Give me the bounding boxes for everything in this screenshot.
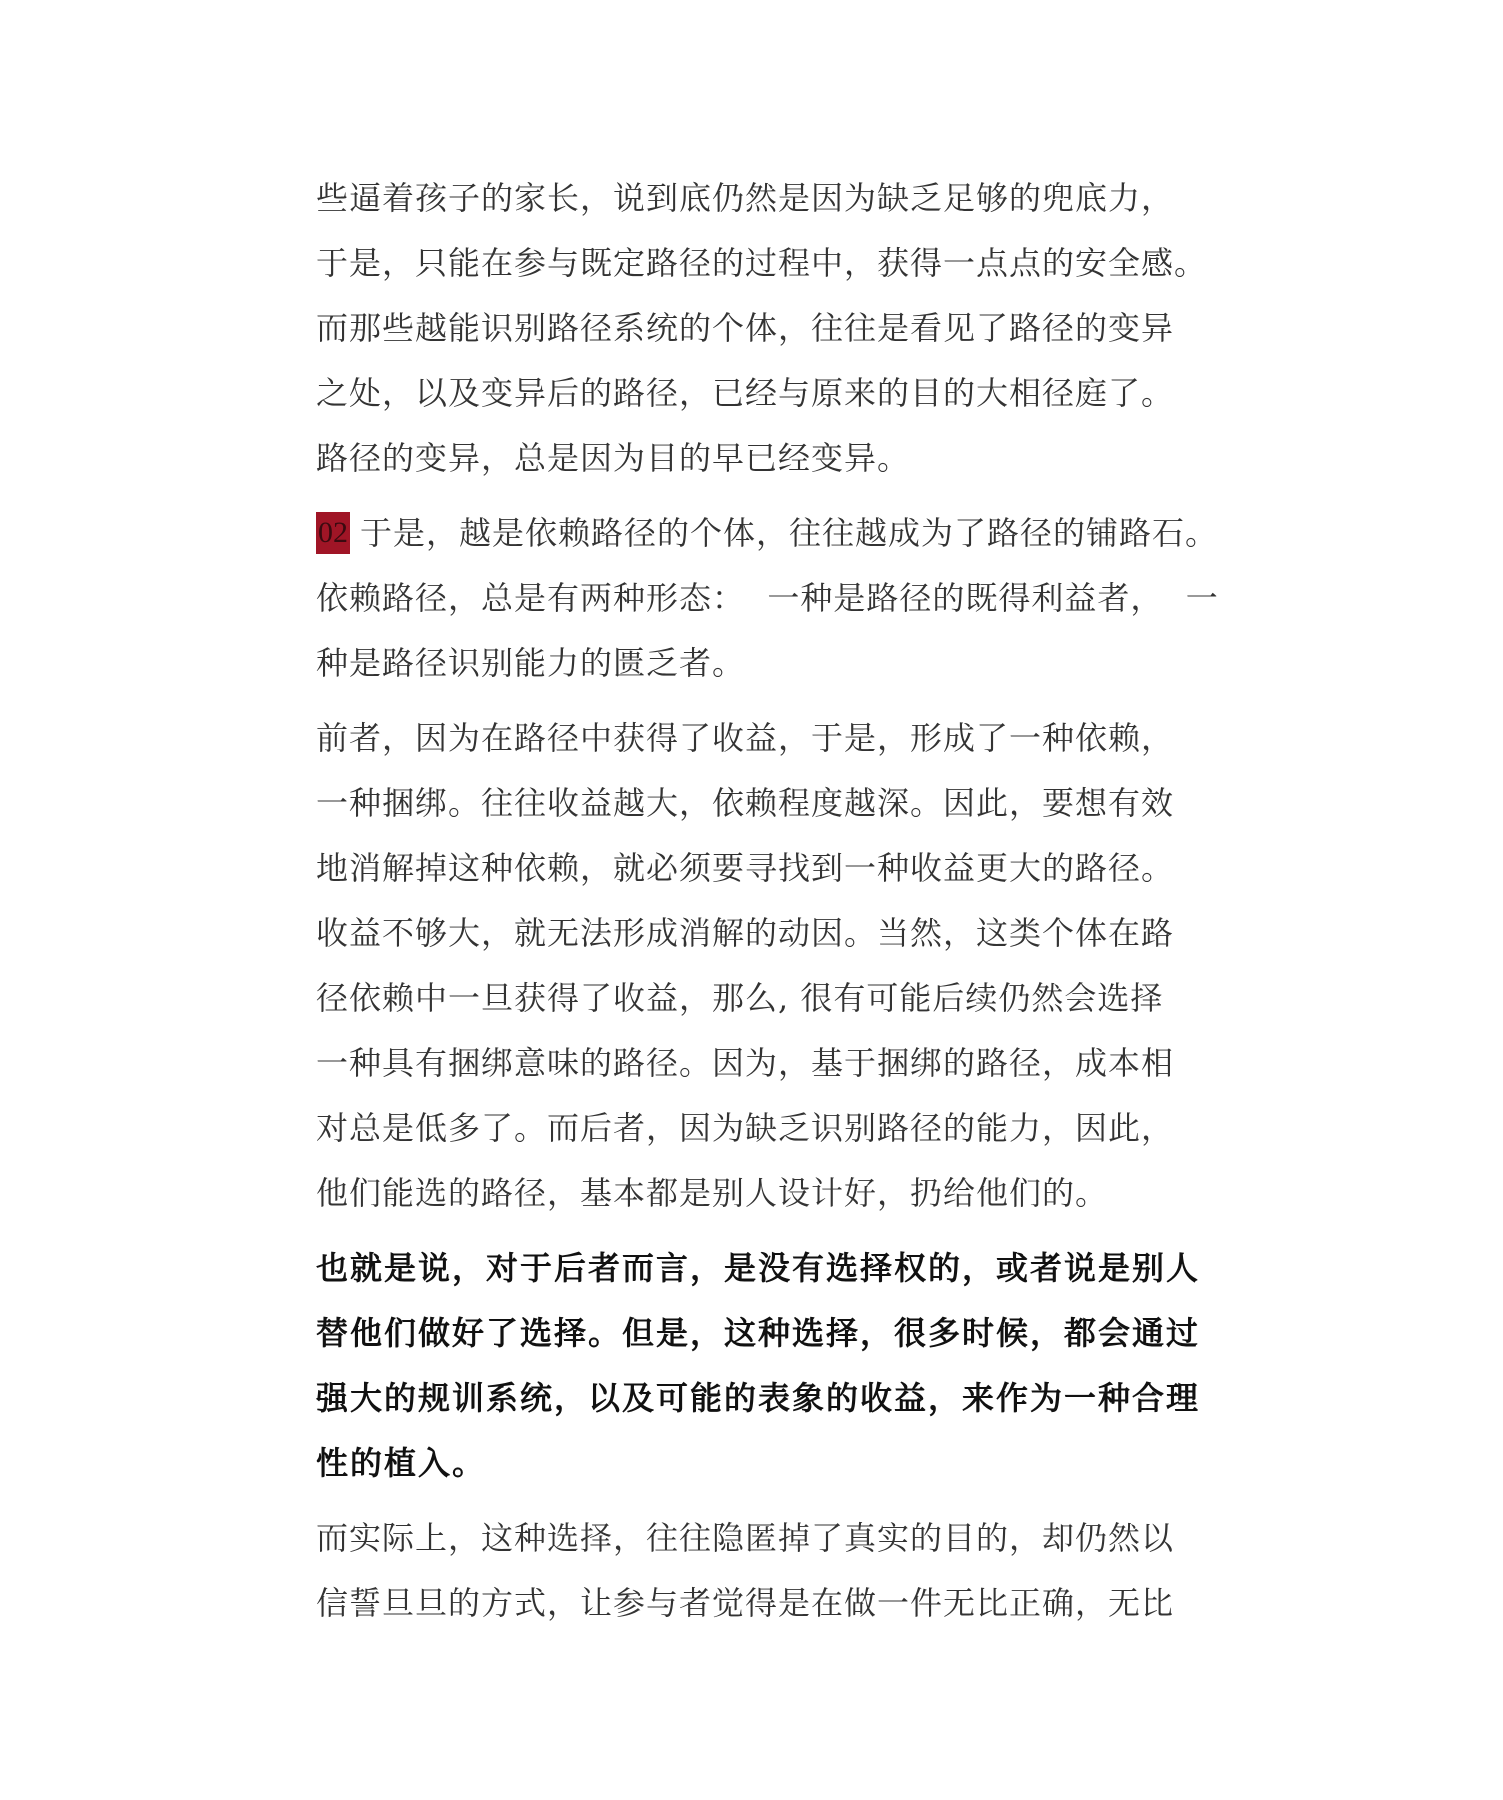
paragraph-5 bbox=[316, 1506, 1216, 1636]
text-line: 收益不够大，就无法形成消解的动因。当然，这类个体在路 bbox=[316, 914, 1175, 952]
text-line-content: 于是，越是依赖路径的个体，往往越成为了路径的铺路石。 bbox=[360, 514, 1219, 552]
paragraph-3 bbox=[316, 706, 1216, 1226]
text-line: 之处，以及变异后的路径，已经与原来的目的大相径庭了。 bbox=[316, 374, 1175, 412]
document-body bbox=[316, 166, 1219, 1636]
text-line: 替他们做好了选择。但是，这种选择，很多时候，都会通过 bbox=[316, 1314, 1201, 1352]
text-line: 前者，因为在路径中获得了收益，于是，形成了一种依赖， bbox=[316, 719, 1175, 757]
text-line: 一种捆绑。往往收益越大，依赖程度越深。因此，要想有效 bbox=[316, 784, 1175, 822]
text-line: 路径的变异，总是因为目的早已经变异。 bbox=[316, 439, 911, 477]
paragraph-2 bbox=[316, 501, 1219, 696]
text-line: 于是，只能在参与既定路径的过程中，获得一点点的安全感。 bbox=[316, 244, 1208, 282]
text-line: 而实际上，这种选择，往往隐匿掉了真实的目的，却仍然以 bbox=[316, 1519, 1175, 1557]
text-line: 依赖路径，总是有两种形态： 一种是路径的既得利益者， 一 bbox=[316, 579, 1219, 617]
text-line: 而那些越能识别路径系统的个体，往往是看见了路径的变异 bbox=[316, 309, 1175, 347]
text-line: 一种具有捆绑意味的路径。因为，基于捆绑的路径，成本相 bbox=[316, 1044, 1175, 1082]
text-line bbox=[316, 501, 1219, 566]
text-line: 强大的规训系统，以及可能的表象的收益，来作为一种合理 bbox=[316, 1379, 1201, 1417]
section-number-badge: 02 bbox=[316, 512, 350, 554]
paragraph-1 bbox=[316, 166, 1216, 491]
paragraph-4-emphasis bbox=[316, 1236, 1216, 1496]
text-line: 地消解掉这种依赖，就必须要寻找到一种收益更大的路径。 bbox=[316, 849, 1175, 887]
text-line: 对总是低多了。而后者，因为缺乏识别路径的能力，因此， bbox=[316, 1109, 1175, 1147]
text-line: 性的植入。 bbox=[316, 1444, 487, 1482]
text-line: 径依赖中一旦获得了收益，那么, 很有可能后续仍然会选择 bbox=[316, 979, 1164, 1017]
text-line: 种是路径识别能力的匮乏者。 bbox=[316, 644, 746, 682]
text-line: 他们能选的路径，基本都是别人设计好，扔给他们的。 bbox=[316, 1174, 1109, 1212]
text-line: 些逼着孩子的家长，说到底仍然是因为缺乏足够的兜底力， bbox=[316, 179, 1175, 217]
text-line: 也就是说，对于后者而言，是没有选择权的，或者说是别人 bbox=[316, 1249, 1201, 1287]
text-line: 信誓旦旦的方式，让参与者觉得是在做一件无比正确，无比 bbox=[316, 1584, 1175, 1622]
